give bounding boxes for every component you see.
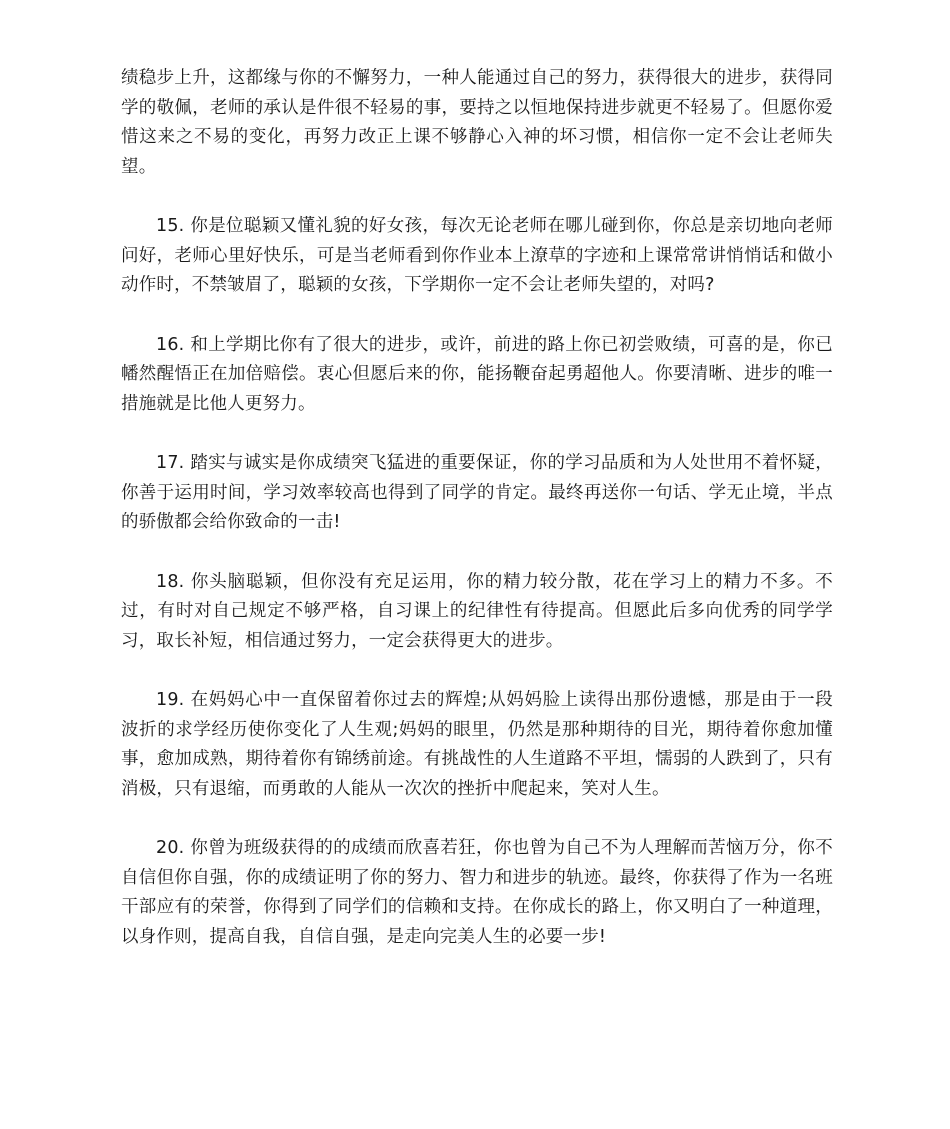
paragraph-17: 17. 踏实与诚实是你成绩突飞猛进的重要保证，你的学习品质和为人处世用不着怀疑，你善于运用时间，学习效率较高也得到了同学的肯定。最终再送你一句话、学无止境，半点的骄傲都会给你致命的一击! xyxy=(121,453,833,532)
paragraph-gap xyxy=(121,182,833,212)
paragraph-gap xyxy=(121,656,833,686)
paragraph-20: 20. 你曾为班级获得的的成绩而欣喜若狂，你也曾为自己不为人理解而苦恼万分，你不自信但你自强，你的成绩证明了你的努力、智力和进步的轨迹。最终，你获得了作为一名班干部应有的荣誉，你得到了同学们的信赖和支持。在你成长的路上，你又明白了一种道理，以身作则，提高自我，自信自强，是走向完美人生的必要一步! xyxy=(121,838,833,947)
paragraph-16: 16. 和上学期比你有了很大的进步，或许，前进的路上你已初尝败绩，可喜的是，你已幡然醒悟正在加倍赔偿。衷心但愿后来的你，能扬鞭奋起勇超他人。你要清晰、进步的唯一措施就是比他人更努力。 xyxy=(121,334,833,414)
paragraph-gap xyxy=(121,804,833,834)
paragraph-gap xyxy=(121,419,833,449)
paragraph-15: 15. 你是位聪颖又懂礼貌的好女孩，每次无论老师在哪儿碰到你，你总是亲切地向老师问好，老师心里好快乐，可是当老师看到你作业本上潦草的字迹和上课常常讲悄悄话和做小动作时，不禁皱眉了，聪颖的女孩，下学期你一定不会让老师失望的，对吗? xyxy=(121,216,833,295)
document-page xyxy=(121,64,833,952)
paragraph-18: 18. 你头脑聪颖，但你没有充足运用，你的精力较分散，花在学习上的精力不多。不过，有时对自己规定不够严格，自习课上的纪律性有待提高。但愿此后多向优秀的同学学习，取长补短，相信通过努力，一定会获得更大的进步。 xyxy=(121,571,833,651)
paragraph-gap xyxy=(121,301,833,331)
paragraph-continuation: 绩稳步上升，这都缘与你的不懈努力，一种人能通过自己的努力，获得很大的进步，获得同学的敬佩，老师的承认是件很不轻易的事，要持之以恒地保持进步就更不轻易了。但愿你爱惜这来之不易的变化，再努力改正上课不够静心入神的坏习惯，相信你一定不会让老师失望。 xyxy=(121,68,833,177)
paragraph-gap xyxy=(121,538,833,568)
paragraph-19: 19. 在妈妈心中一直保留着你过去的辉煌;从妈妈脸上读得出那份遗憾，那是由于一段波折的求学经历使你变化了人生观;妈妈的眼里，仍然是那种期待的目光，期待着你愈加懂事，愈加成熟，期待着你有锦绣前途。有挑战性的人生道路不平坦，懦弱的人跌到了，只有消极，只有退缩，而勇敢的人能从一次次的挫折中爬起来，笑对人生。 xyxy=(121,690,833,799)
